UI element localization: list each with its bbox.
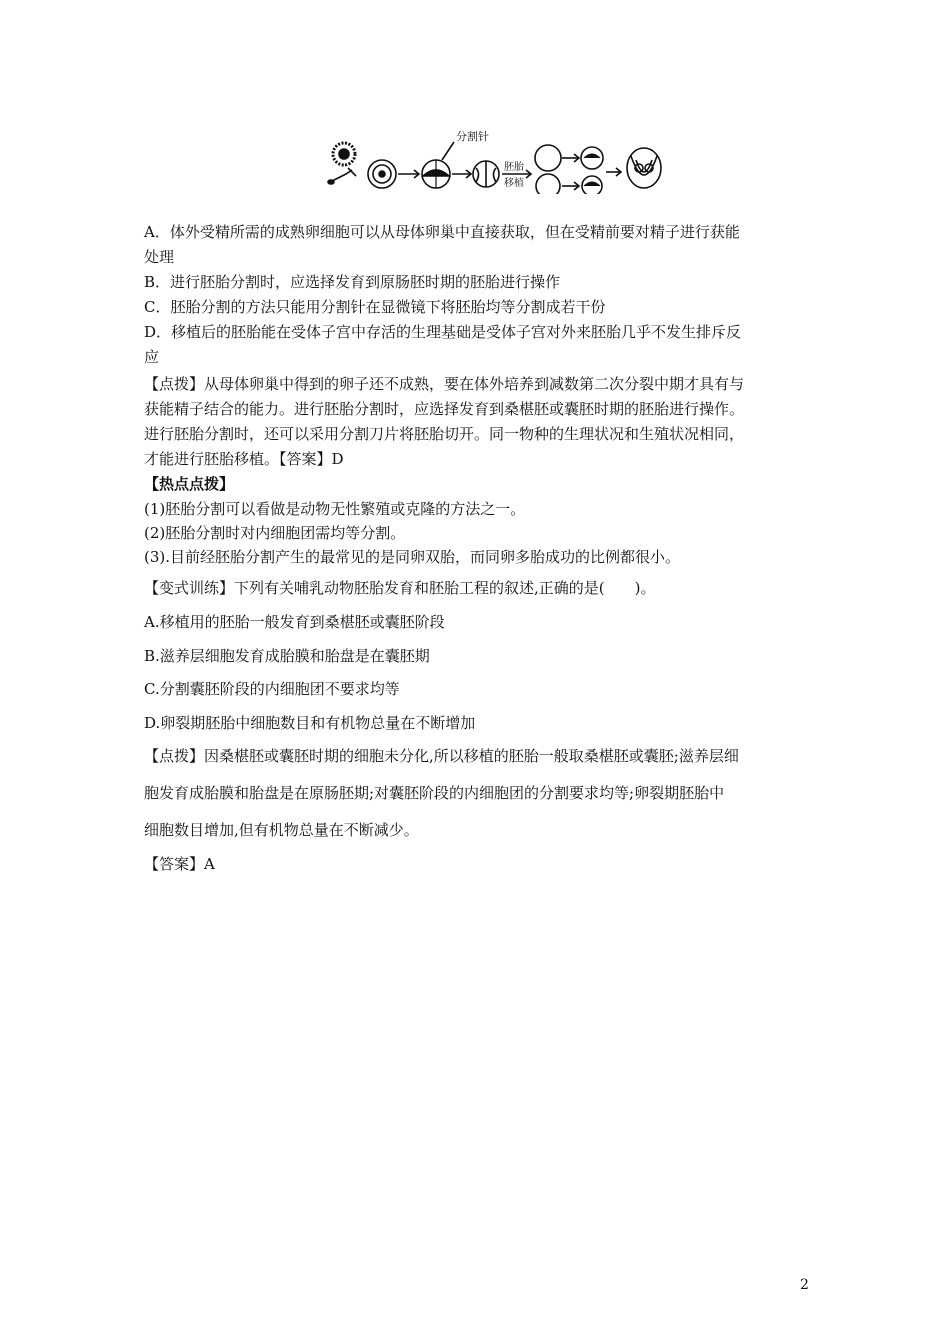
hot-tip-item2: (2)胚胎分割时对内细胞团需均等分割。: [144, 524, 406, 542]
hot-tip-item3: (3).目前经胚胎分割产生的最常见的是同卵双胎，而同卵多胎成功的比例都很小。: [144, 548, 681, 566]
q1-option-a-line2: 处理: [144, 248, 175, 266]
embryo-splitting-diagram: [326, 124, 666, 194]
embryo-transfer-label-1: 胚胎: [504, 162, 524, 173]
hot-tip-item1: (1)胚胎分割可以看做是动物无性繁殖或克隆的方法之一。: [144, 500, 526, 518]
q1-option-d-line1: D．移植后的胚胎能在受体子宫中存活的生理基础是受体子宫对外来胚胎几乎不发生排斥反: [144, 323, 742, 341]
q2-option-d: D.卵裂期胚胎中细胞数目和有机物总量在不断增加: [144, 714, 476, 732]
q1-option-b: B．进行胚胎分割时，应选择发育到原肠胚时期的胚胎进行操作: [144, 273, 561, 291]
q1-tip-line2: 获能精子结合的能力。进行胚胎分割时，应选择发育到桑椹胚或囊胚时期的胚胎进行操作。: [144, 400, 745, 418]
q1-tip-line4: 才能进行胚胎移植。【答案】D: [144, 450, 344, 468]
q2-option-c: C.分割囊胚阶段的内细胞团不要求均等: [144, 680, 400, 698]
q1-option-a-line1: A．体外受精所需的成熟卵细胞可以从母体卵巢中直接获取，但在受精前要对精子进行获能: [144, 223, 740, 241]
q2-tip-line2: 胞发育成胎膜和胎盘是在原肠胚期;对囊胚阶段的内细胞团的分割要求均等;卵裂期胚胎中: [144, 784, 725, 802]
q2-tip-line3: 细胞数目增加,但有机物总量在不断减少。: [144, 821, 419, 839]
q1-option-c: C．胚胎分割的方法只能用分割针在显微镜下将胚胎均等分割成若干份: [144, 298, 606, 316]
q2-answer: 【答案】A: [144, 855, 215, 873]
split-needle-label: 分割针: [456, 131, 489, 143]
hot-tip-heading: 【热点点拨】: [144, 475, 235, 493]
q2-option-a: A.移植用的胚胎一般发育到桑椹胚或囊胚阶段: [144, 613, 445, 631]
q1-option-d-line2: 应: [144, 348, 160, 366]
page-number: 2: [800, 1277, 809, 1293]
q1-tip-line1: 【点拨】从母体卵巢中得到的卵子还不成熟，要在体外培养到减数第二次分裂中期才具有与: [144, 375, 745, 393]
q2-stem: 【变式训练】下列有关哺乳动物胚胎发育和胚胎工程的叙述,正确的是( )。: [144, 579, 656, 597]
q2-option-b: B.滋养层细胞发育成胎膜和胎盘是在囊胚期: [144, 647, 430, 665]
embryo-transfer-label-2: 移植: [504, 178, 524, 189]
q2-tip-line1: 【点拨】因桑椹胚或囊胚时期的细胞未分化,所以移植的胚胎一般取桑椹胚或囊胚;滋养层细: [144, 747, 739, 765]
q1-tip-line3: 进行胚胎分割时，还可以采用分割刀片将胚胎切开。同一物种的生理状况和生殖状况相同，: [144, 425, 745, 443]
